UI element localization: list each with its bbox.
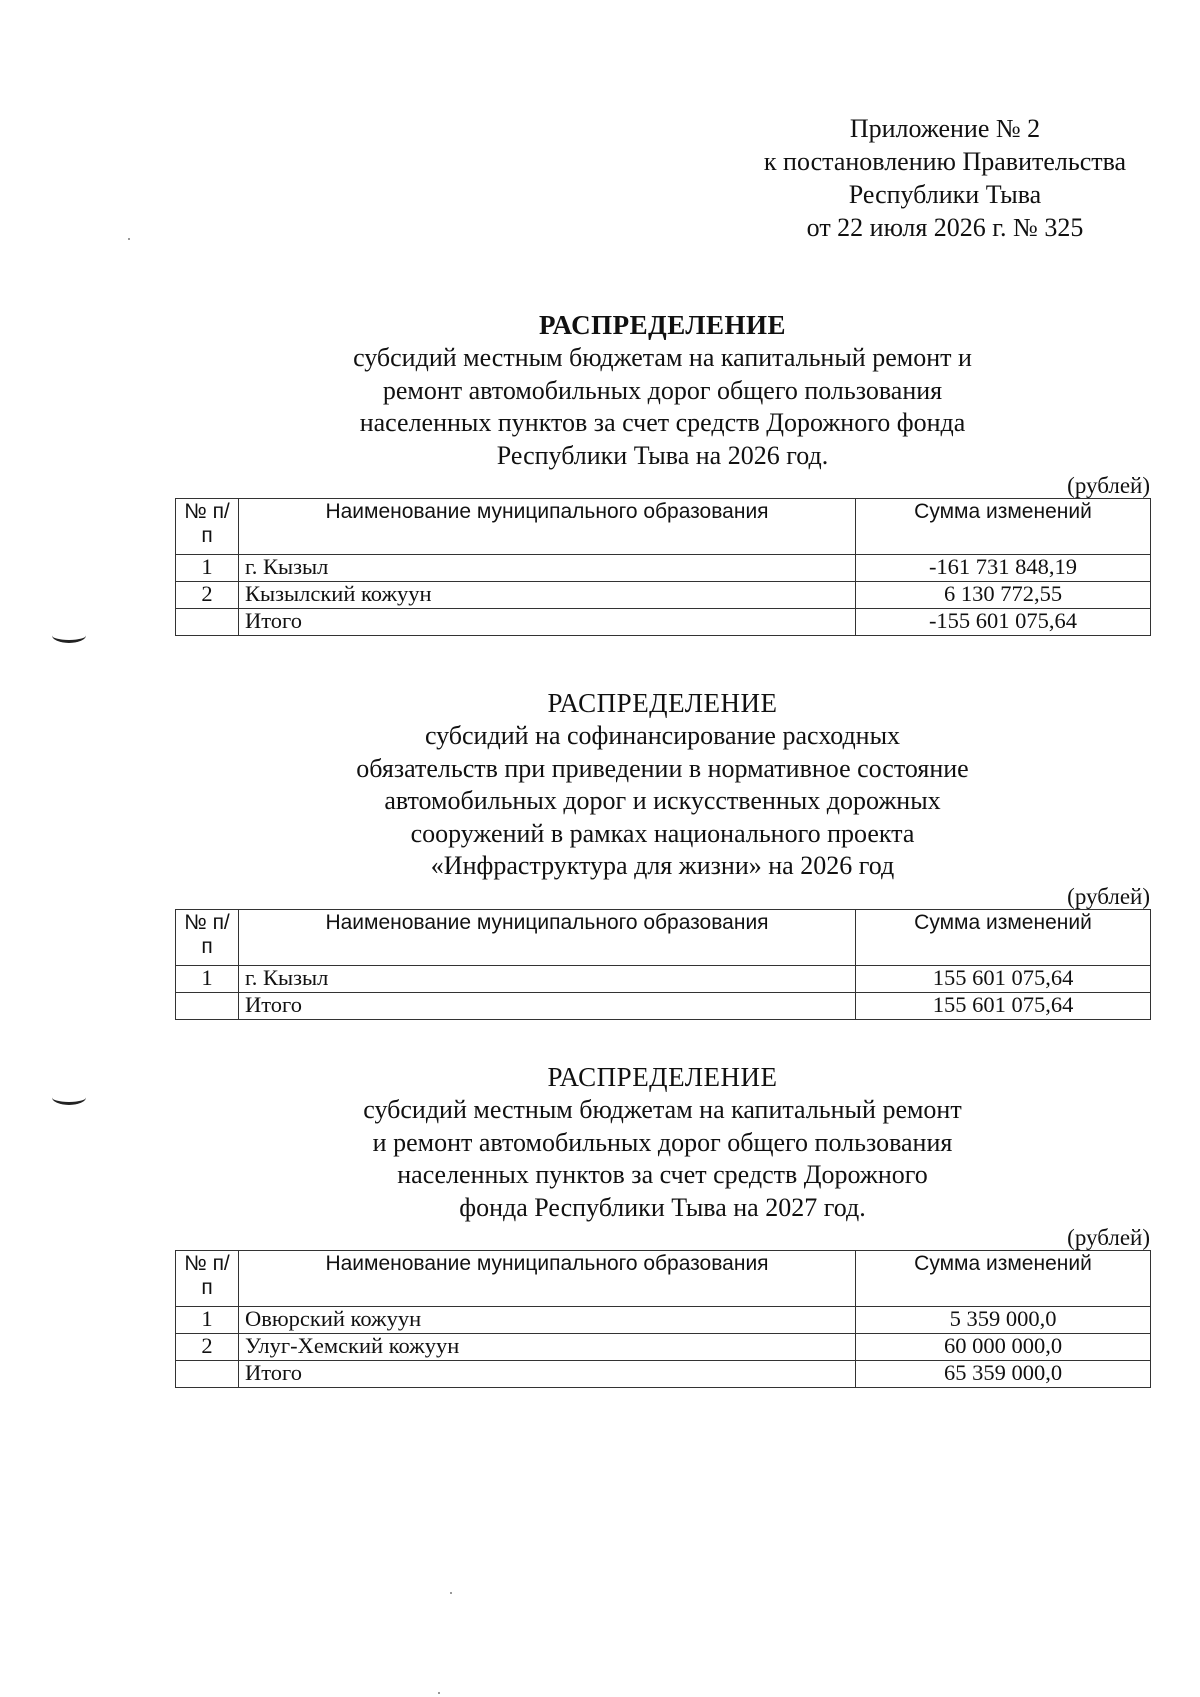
header-name: Наименование муниципального образования [239,1251,856,1307]
scan-mark [52,1090,86,1105]
header-number: № п/п [176,1251,239,1307]
distribution-table [175,1250,1151,1388]
appendix-republic: Республики Тыва [848,180,1042,209]
table-row [176,1334,1151,1361]
row-name: Итого [239,992,856,1019]
appendix-number: Приложение № 2 [849,114,1041,143]
row-sum: 60 000 000,0 [856,1334,1151,1361]
distribution-table [175,909,1151,1020]
appendix-block [735,112,1155,244]
scan-mark [52,628,86,643]
section-title: РАСПРЕДЕЛЕНИЕ [547,1062,778,1092]
header-name: Наименование муниципального образования [239,499,856,555]
table-total-row [176,1361,1151,1388]
table-header-row [176,499,1151,555]
row-name: Итого [239,1361,856,1388]
appendix-reference: к постановлению Правительства [763,147,1127,176]
row-sum: 65 359 000,0 [856,1361,1151,1388]
row-name: Улуг-Хемский кожуун [239,1334,856,1361]
scan-speck [450,1592,452,1594]
row-name: г. Кызыл [239,965,856,992]
distribution-section-2 [175,686,1150,1020]
table-header-row [176,909,1151,965]
scan-speck [438,1692,440,1694]
row-number: 1 [176,965,239,992]
row-sum: 155 601 075,64 [856,992,1151,1019]
section-subtitle: субсидий местным бюджетам на капитальный ремонт и ремонт автомобильных дорог общего пользования населенных пунктов за счет средств Дорожного фонда Республики Тыва на 2027 год. [363,1095,962,1222]
header-number: № п/п [176,909,239,965]
units-label: (рублей) [1067,1225,1150,1250]
row-sum: 6 130 772,55 [856,582,1151,609]
header-number: № п/п [176,499,239,555]
table-total-row [176,992,1151,1019]
row-name: г. Кызыл [239,555,856,582]
table-total-row [176,609,1151,636]
header-name: Наименование муниципального образования [239,909,856,965]
scan-speck [128,238,130,240]
row-number: 2 [176,1334,239,1361]
row-number [176,609,239,636]
distribution-section-3 [175,1060,1150,1388]
row-sum: 155 601 075,64 [856,965,1151,992]
row-number: 1 [176,555,239,582]
table-row [176,555,1151,582]
table-row [176,965,1151,992]
row-name: Итого [239,609,856,636]
table-row [176,1307,1151,1334]
section-subtitle: субсидий местным бюджетам на капитальный ремонт и ремонт автомобильных дорог общего пользования населенных пунктов за счет средств Дорожного фонда Республики Тыва на 2026 год. [353,343,972,470]
header-sum: Сумма изменений [856,499,1151,555]
section-subtitle: субсидий на софинансирование расходных обязательств при приведении в нормативное состояние автомобильных дорог и искусственных дорожных сооружений в рамках национального проекта «Инфраструктура для жизни» на 2026 год [356,721,969,880]
row-number [176,1361,239,1388]
header-sum: Сумма изменений [856,1251,1151,1307]
row-number: 2 [176,582,239,609]
table-row [176,582,1151,609]
table-header-row [176,1251,1151,1307]
section-title: РАСПРЕДЕЛЕНИЕ [538,310,787,340]
distribution-section-1 [175,308,1150,636]
distribution-table [175,498,1151,636]
row-sum: 5 359 000,0 [856,1307,1151,1334]
row-number: 1 [176,1307,239,1334]
appendix-date: от 22 июля 2026 г. № 325 [806,213,1084,242]
row-name: Кызылский кожуун [239,582,856,609]
row-name: Овюрский кожуун [239,1307,856,1334]
section-title: РАСПРЕДЕЛЕНИЕ [547,688,778,718]
units-label: (рублей) [1067,883,1150,909]
row-sum: -155 601 075,64 [856,609,1151,636]
row-number [176,992,239,1019]
header-sum: Сумма изменений [856,909,1151,965]
row-sum: -161 731 848,19 [856,555,1151,582]
units-label: (рублей) [1067,473,1150,498]
